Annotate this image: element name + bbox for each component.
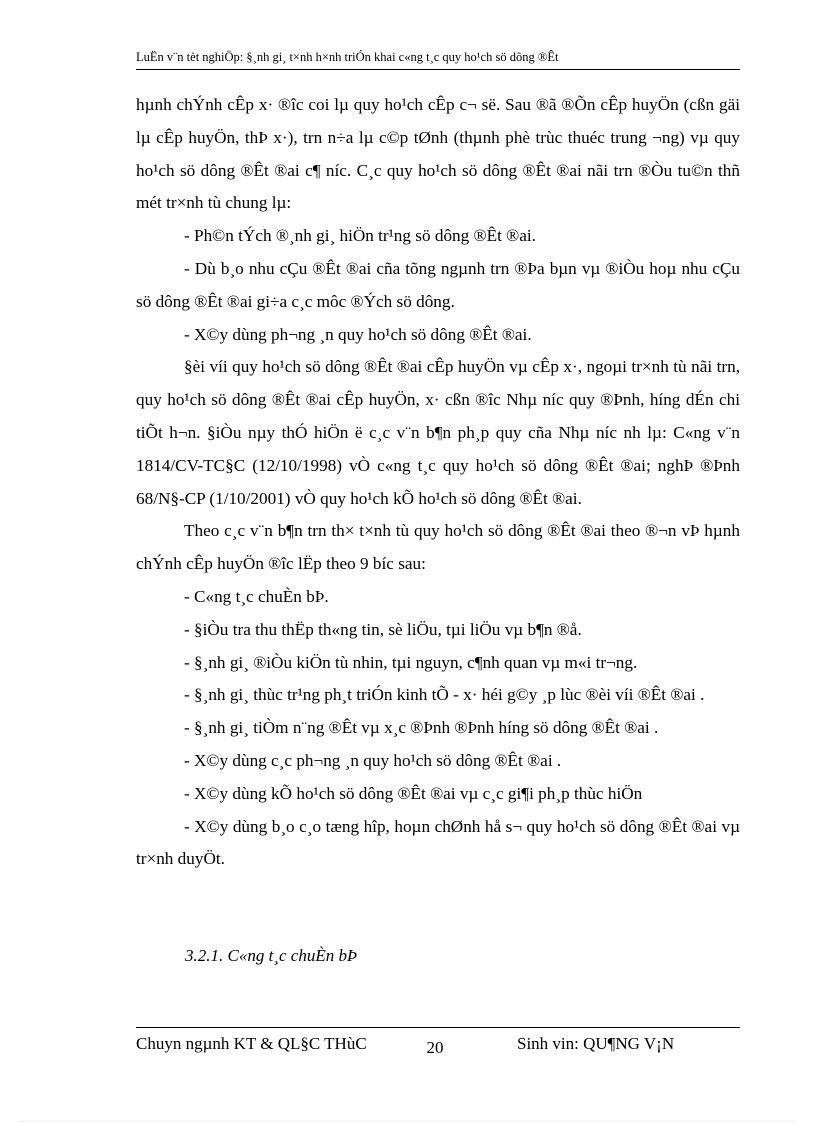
page-number: 20 bbox=[426, 1038, 444, 1057]
paragraph-3: Theo c¸c v¨n b¶n trn th× t×nh tù quy ho¹ch sö dông ®Êt ®ai theo ®¬n vÞ hµnh chÝnh cÊp huyÖn ®îc lËp theo 9 bíc sau: bbox=[136, 521, 740, 574]
list-item: - C«ng t¸c chuÈn bÞ. bbox=[184, 586, 329, 606]
list-item: - Dù b¸o nhu cÇu ®Êt ®ai cña tõng ngµnh trn ®Þa bµn vµ ®iÒu hoµ nhu cÇu sö dông ®Êt ®ai gi÷a c¸c môc ®Ých sö dông. bbox=[136, 258, 740, 311]
footer-student: Sinh vin: QU¶NG V¡N bbox=[517, 1034, 675, 1053]
list-item: - §iÒu tra thu thËp th«ng tin, sè liÖu, tµi liÖu vµ b¶n ®å. bbox=[184, 619, 582, 639]
paragraph-2: §èi víi quy ho¹ch sö dông ®Êt ®ai cÊp huyÖn vµ cÊp x·, ngoµi tr×nh tù nãi trn, quy ho¹ch sö dông ®Êt ®ai cÊp huyÖn, x· cßn ®îc Nhµ níc quy ®Þnh, híng dÉn chi tiÕt h¬n. §iÒu nµy thÓ hiÖn ë c¸c v¨n b¶n ph¸p quy cña Nhµ níc nh lµ: C«ng v¨n 1814/CV-TC§C (12/10/1998) vÒ c«ng t¸c quy ho¹ch sö dông ®Êt ®ai; nghÞ ®Þnh 68/N§-CP (1/10/2001) vÒ quy ho¹ch kÕ ho¹ch sö dông ®Êt ®ai. bbox=[136, 357, 740, 508]
footer-major: Chuyn ngµnh KT & QL§C THùC bbox=[136, 1034, 367, 1053]
section-subheading: 3.2.1. C«ng t¸c chuÈn bÞ bbox=[185, 946, 358, 965]
list-item: - §¸nh gi¸ tiÒm n¨ng ®Êt vµ x¸c ®Þnh ®Þnh híng sö dông ®Êt ®ai . bbox=[184, 718, 659, 738]
list-item: - §¸nh gi¸ thùc tr¹ng ph¸t triÓn kinh tÕ - x· héi g©y ¸p lùc ®èi víi ®Êt ®ai . bbox=[184, 685, 705, 705]
running-header: LuËn v¨n tèt nghiÖp: §¸nh gi¸ t×nh h×nh triÓn khai c«ng t¸c quy ho¹ch sö dông ®Êt bbox=[136, 50, 740, 70]
list-item: - X©y dùng b¸o c¸o tæng hîp, hoµn chØnh hå s¬ quy ho¹ch sö dông ®Êt ®ai vµ tr×nh duyÖt. bbox=[136, 816, 740, 869]
page-edge bbox=[20, 1121, 796, 1122]
list-item: - Ph©n tÝch ®¸nh gi¸ hiÖn tr¹ng sö dông ®Êt ®ai. bbox=[184, 226, 536, 246]
list-item: - X©y dùng kÕ ho¹ch sö dông ®Êt ®ai vµ c¸c gi¶i ph¸p thùc hiÖn bbox=[184, 783, 643, 803]
footer-divider bbox=[136, 1027, 740, 1028]
body-text bbox=[136, 89, 740, 876]
list-item: - X©y dùng c¸c ph¬ng ¸n quy ho¹ch sö dông ®Êt ®ai . bbox=[184, 750, 562, 770]
list-item: - X©y dùng ph¬ng ¸n quy ho¹ch sö dông ®Êt ®ai. bbox=[184, 324, 532, 344]
list-item: - §¸nh gi¸ ®iÒu kiÖn tù nhin, tµi nguyn, c¶nh quan vµ m«i tr¬ng. bbox=[184, 652, 638, 672]
paragraph-1: hµnh chÝnh cÊp x· ®îc coi lµ quy ho¹ch cÊp c¬ së. Sau ®ã ®Õn cÊp huyÖn (cßn gäi lµ cÊp huyÖn, thÞ x·), trn n÷a lµ c©p tØnh (thµnh phè trùc thuéc trung ¬ng) vµ quy ho¹ch sö dông ®Êt ®ai c¶ níc. C¸c quy ho¹ch sö dông ®Êt ®ai nãi trn ®Òu tu©n thñ mét tr×nh tù chung lµ: bbox=[136, 95, 740, 213]
